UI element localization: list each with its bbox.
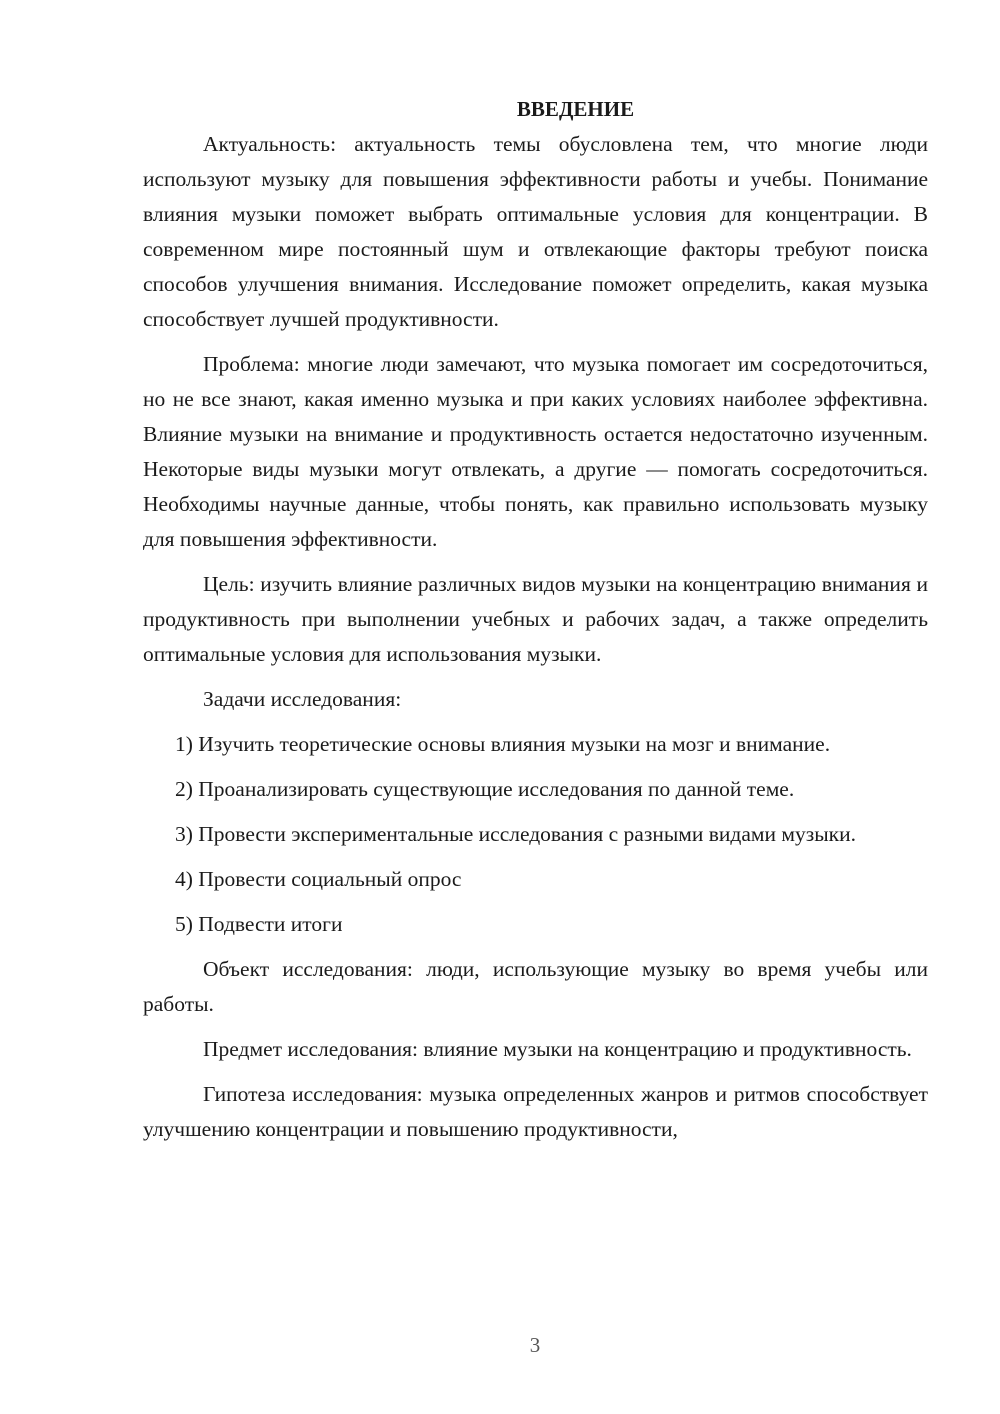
paragraph-object: Объект исследования: люди, использующие музыку во время учебы или работы. (143, 957, 928, 1016)
task-item-5: 5) Подвести итоги (175, 912, 343, 936)
paragraph-hypothesis: Гипотеза исследования: музыка определенных жанров и ритмов способствует улучшению концентрации и повышению продуктивности, (143, 1082, 928, 1141)
page-number: 3 (529, 1333, 541, 1357)
document-page (143, 92, 928, 1157)
paragraph-problem: Проблема: многие люди замечают, что музыка помогает им сосредоточиться, но не все знают, какая именно музыка и при каких условиях наиболее эффективна. Влияние музыки на внимание и продуктивность остается недостаточно изученным. Некоторые виды музыки могут отвлекать, а другие — помогать сосредоточиться. Необходимы научные данные, чтобы понять, как правильно использовать музыку для повышения эффективности. (143, 352, 928, 551)
section-title: ВВЕДЕНИЕ (516, 97, 635, 121)
paragraph-goal: Цель: изучить влияние различных видов музыки на концентрацию внимания и продуктивность при выполнении учебных и рабочих задач, а также определить оптимальные условия для использования музыки. (143, 572, 928, 666)
paragraph-relevance: Актуальность: актуальность темы обусловлена тем, что многие люди используют музыку для повышения эффективности работы и учебы. Понимание влияния музыки поможет выбрать оптимальные условия для концентрации. В современном мире постоянный шум и отвлекающие факторы требуют поиска способов улучшения внимания. Исследование поможет определить, какая музыка способствует лучшей продуктивности. (143, 132, 928, 331)
paragraph-tasks-heading: Задачи исследования: (203, 687, 402, 711)
paragraph-subject: Предмет исследования: влияние музыки на концентрацию и продуктивность. (203, 1037, 912, 1061)
task-item-1: 1) Изучить теоретические основы влияния музыки на мозг и внимание. (175, 732, 831, 756)
task-item-3: 3) Провести экспериментальные исследования с разными видами музыки. (175, 822, 857, 846)
task-item-4: 4) Провести социальный опрос (175, 867, 462, 891)
task-item-2: 2) Проанализировать существующие исследования по данной теме. (175, 777, 795, 801)
